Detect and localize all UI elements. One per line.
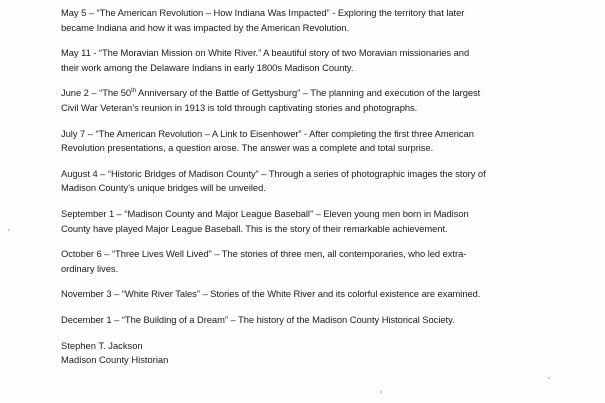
- entry-line: November 3 – “White River Tales” – Stories of the White River and its colorful existence are examined.: [61, 288, 481, 300]
- entry-line: December 1 – “The Building of a Dream” – The history of the Madison County Historical Society.: [61, 313, 455, 325]
- entry-line: County have played Major League Baseball. This is the story of their remarkable achievement.: [61, 222, 448, 234]
- entry-line: became Indiana and how it was impacted by the American Revolution.: [61, 21, 350, 33]
- entry-line: ordinary lives.: [61, 262, 119, 274]
- entry-text: Anniversary of the Battle of Gettysburg” – The planning and execution of the largest: [136, 87, 481, 99]
- entry-line: their work among the Delaware Indians in early 1800s Madison County.: [61, 61, 354, 73]
- entry-text: June 2 – “The 50: [61, 87, 132, 99]
- entry-line: October 6 – “Three Lives Well Lived” – The stories of three men, all contemporaries, who led extra-: [61, 248, 467, 260]
- scan-speck: [380, 391, 382, 393]
- entry-line: August 4 – “Historic Bridges of Madison County” – Through a series of photographic images the story of: [61, 167, 486, 179]
- entry-line: September 1 – “Madison County and Major League Baseball” – Eleven young men born in Madison: [61, 207, 469, 219]
- signature-name: Stephen T. Jackson: [61, 339, 143, 351]
- entry-line: May 5 – “The American Revolution – How Indiana Was Impacted” - Exploring the territory that later: [61, 7, 465, 18]
- entry-line: Madison County’s unique bridges will be unveiled.: [61, 182, 266, 194]
- entry-line: [61, 86, 541, 101]
- entry-line: Revolution presentations, a question arose. The answer was a complete and total surprise.: [61, 142, 434, 154]
- entry-line: July 7 – “The American Revolution – A Link to Eisenhower” - After completing the first three American: [61, 127, 474, 139]
- program-entry-may-11: [61, 46, 541, 75]
- program-entry-september-1: [61, 207, 541, 236]
- program-entry-october-6: [61, 247, 541, 276]
- program-entry-august-4: [61, 167, 541, 196]
- scan-speck: [548, 377, 550, 379]
- signature-block: [61, 339, 541, 368]
- entry-line: Civil War Veteran’s reunion in 1913 is told through captivating stories and photographs.: [61, 101, 418, 113]
- entry-line: May 11 - “The Moravian Mission on White River.” A beautiful story of two Moravian missionaries and: [61, 47, 470, 59]
- program-entry-november-3: [61, 287, 541, 302]
- program-entry-december-1: [61, 313, 541, 328]
- ordinal-superscript: th: [131, 88, 136, 95]
- signature-title: Madison County Historian: [61, 354, 169, 366]
- scan-speck: [8, 229, 10, 231]
- program-entry-july-7: [61, 127, 541, 156]
- program-entry-may-5: [61, 6, 541, 35]
- program-entry-june-2: [61, 86, 541, 115]
- document-body: [61, 6, 541, 368]
